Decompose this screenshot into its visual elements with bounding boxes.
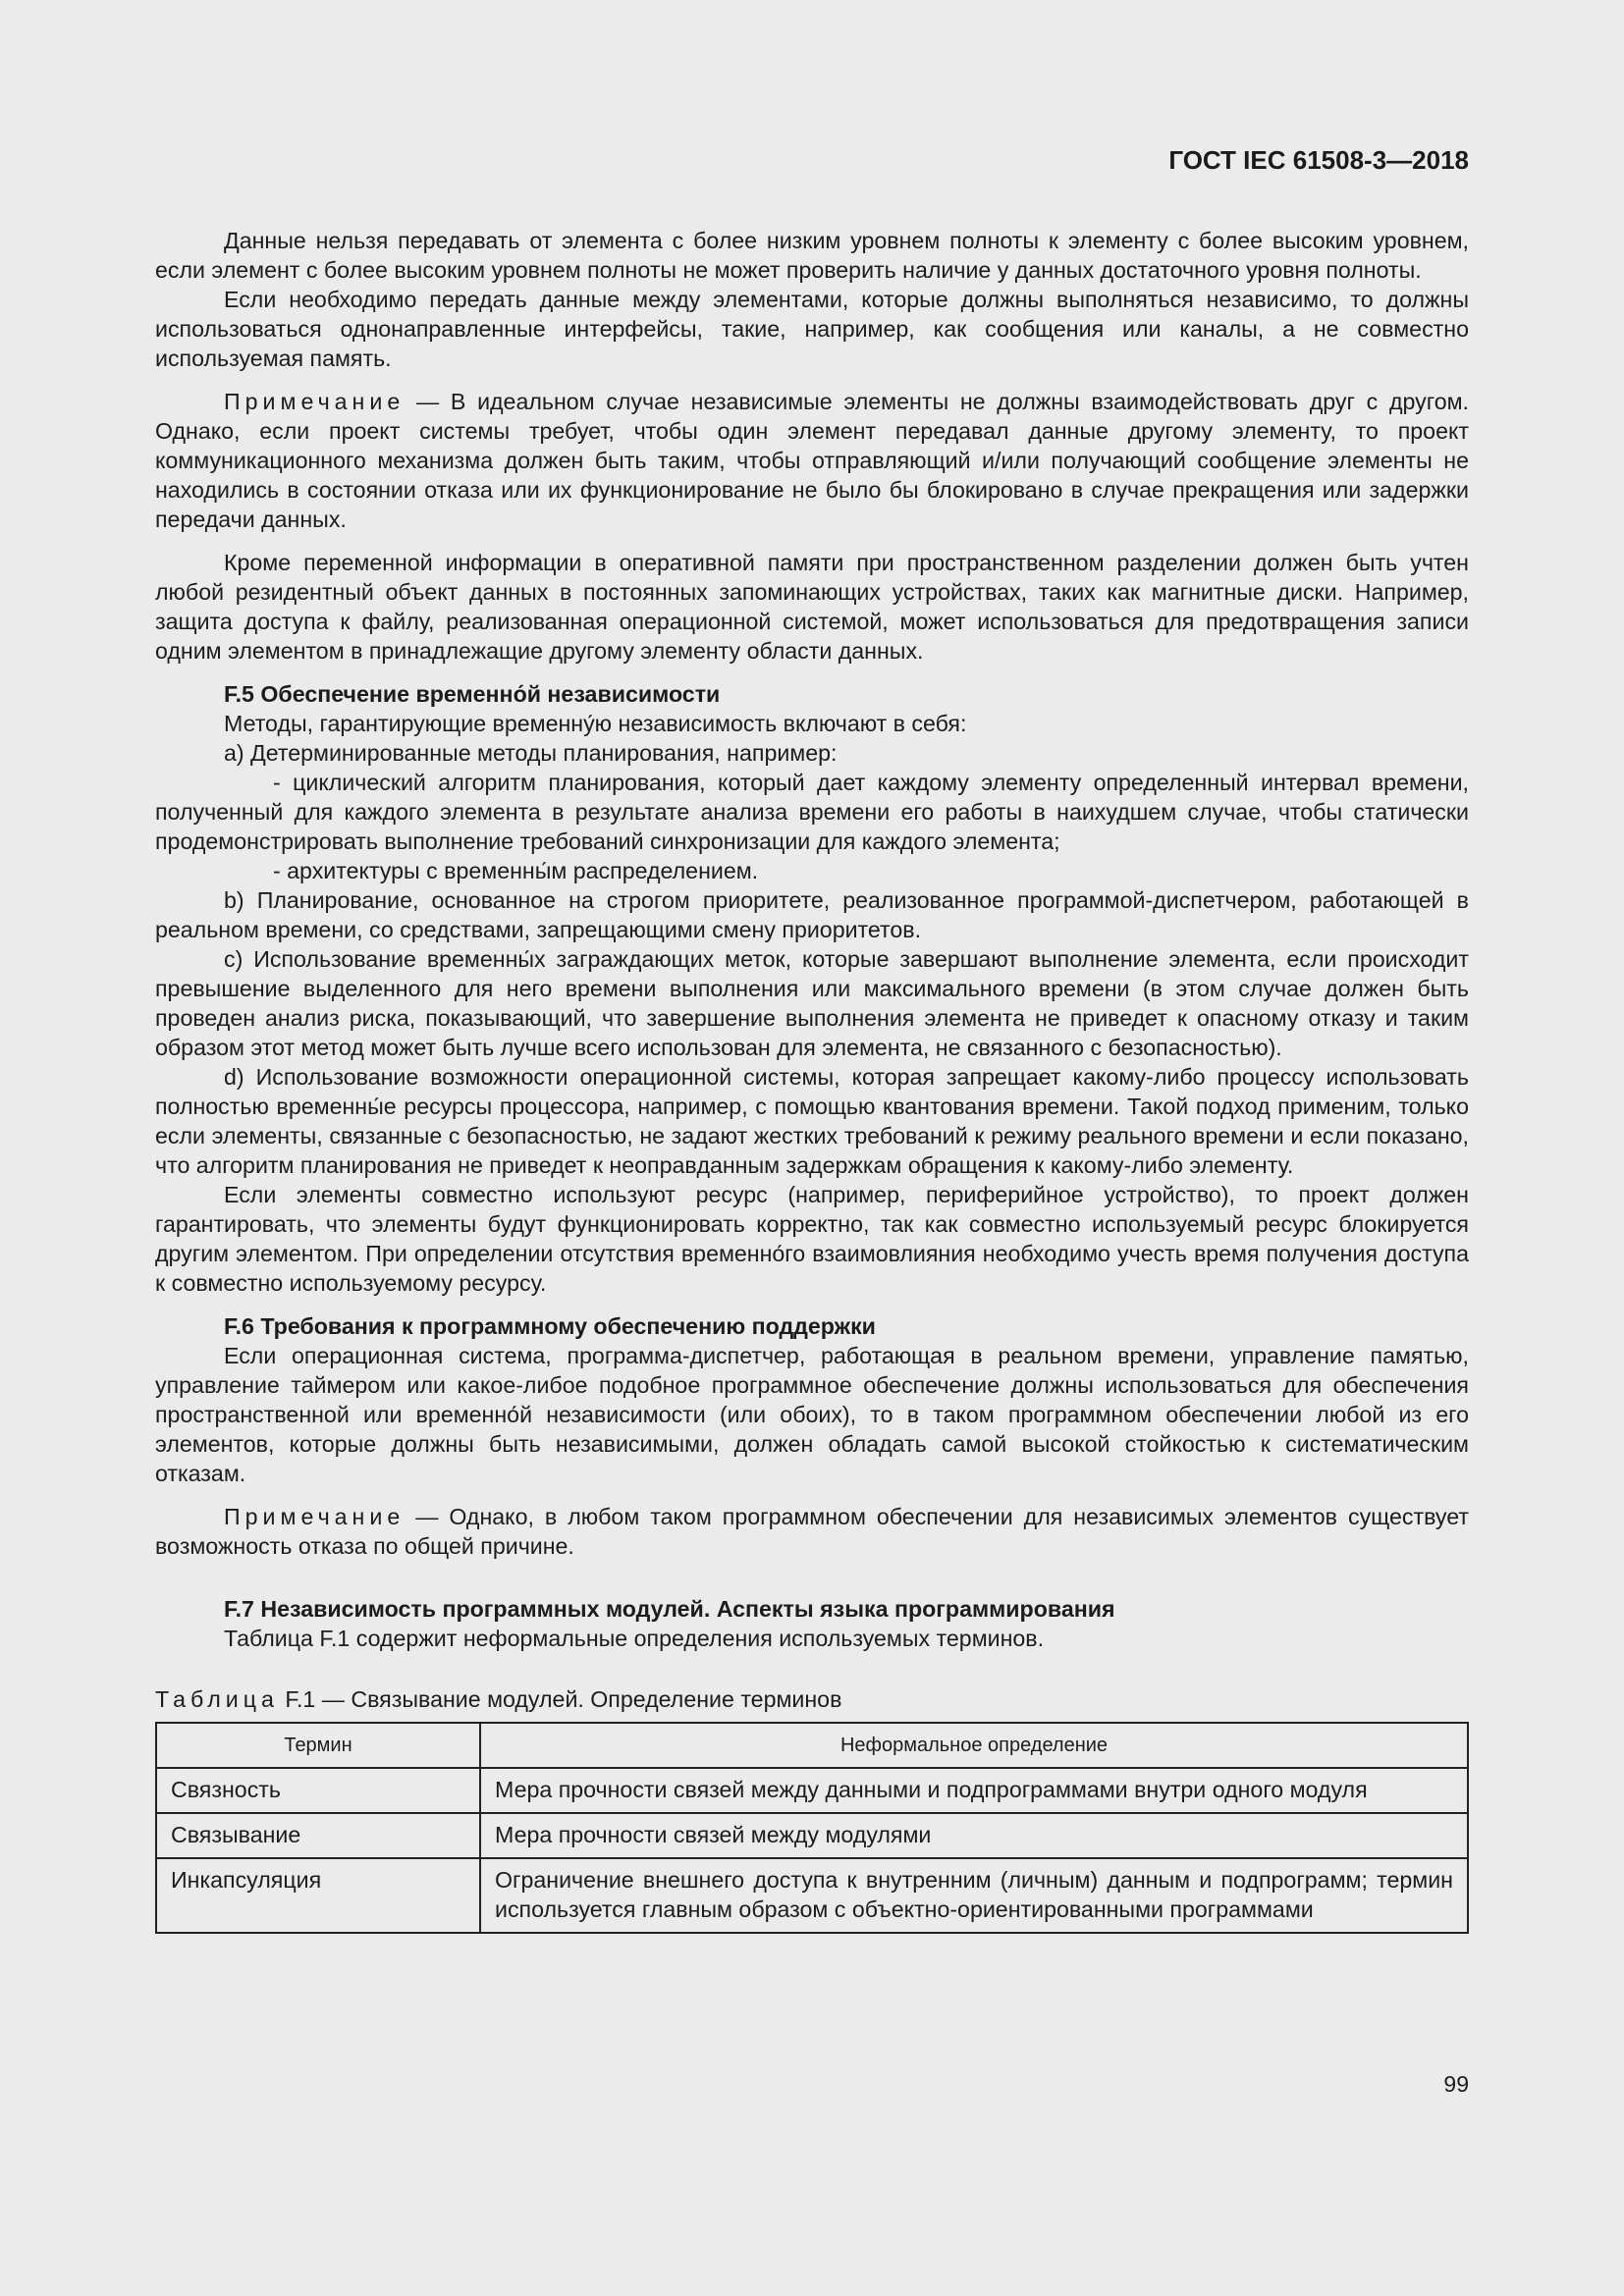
document-id-header: ГОСТ IEC 61508-3—2018: [1168, 145, 1469, 175]
table-caption-label: Таблица: [155, 1686, 279, 1712]
page-number: 99: [1443, 2071, 1469, 2097]
table-caption-text: F.1 — Связывание модулей. Определение терминов: [278, 1686, 842, 1712]
table-caption: [155, 1684, 1469, 1714]
paragraph: Если операционная система, программа-диспетчер, работающая в реальном времени, управление памятью, управление таймером или какое-либое подобное программное обеспечение должны использоваться для обеспечения пространственной или временно́й независимости (или обоих), то в таком программном обеспечении любой из его элементов, которые должны быть независимыми, должен обладать самой высокой стойкостью к систематическим отказам.: [155, 1343, 1469, 1486]
paragraph: Кроме переменной информации в оперативной памяти при пространственном разделении должен быть учтен любой резидентный объект данных в постоянных запоминающих устройствах, таких как магнитные диски. Например, защита доступа к файлу, реализованная операционной системой, может использоваться для предотвращения записи одним элементом в принадлежащие другому элементу области данных.: [155, 550, 1469, 664]
paragraph: Данные нельзя передавать от элемента с более низким уровнем полноты к элементу с более высоким уровнем, если элемент с более высоким уровнем полноты не может проверить наличие у данных достаточного уровня полноты.: [155, 228, 1469, 283]
definition-cell: Мера прочности связей между данными и подпрограммами внутри одного модуля: [480, 1768, 1468, 1813]
term-cell: Связывание: [156, 1813, 480, 1858]
table-header-row: [156, 1723, 1468, 1768]
table-row: [156, 1858, 1468, 1933]
note: [155, 1502, 1469, 1561]
paragraph: Методы, гарантирующие временну́ю независимость включают в себя:: [224, 711, 967, 736]
paragraph: Таблица F.1 содержит неформальные определения используемых терминов.: [224, 1626, 1045, 1651]
note-label: Примечание: [224, 1504, 406, 1529]
note-label: Примечание: [224, 389, 406, 414]
paragraph: Если необходимо передать данные между элементами, которые должны выполняться независимо, то должны использоваться однонаправленные интерфейсы, такие, например, как сообщения или каналы, а не совместно используемая память.: [155, 287, 1469, 371]
column-header-term: Термин: [156, 1723, 480, 1768]
definition-cell: Ограничение внешнего доступа к внутренним (личным) данным и подпрограмм; термин используется главным образом с объектно-ориентированными программами: [480, 1858, 1468, 1933]
table-row: [156, 1813, 1468, 1858]
paragraph: Если элементы совместно используют ресурс (например, периферийное устройство), то проект должен гарантировать, что элементы будут функционировать корректно, так как совместно используемый ресурс блокируется другим элементом. При определении отсутствия временно́го взаимовлияния необходимо учесть время получения доступа к совместно используемому ресурсу.: [155, 1182, 1469, 1296]
list-item-b: b) Планирование, основанное на строгом приоритете, реализованное программой-диспетчером, работающей в реальном времени, со средствами, запрещающими смену приоритетов.: [155, 887, 1469, 942]
definition-cell: Мера прочности связей между модулями: [480, 1813, 1468, 1858]
list-item-a: a) Детерминированные методы планирования, например:: [224, 740, 838, 766]
note: [155, 387, 1469, 534]
note-text: — Однако, в любом таком программном обеспечении для независимых элементов существует возможность отказа по общей причине.: [155, 1504, 1469, 1559]
terms-table: [155, 1722, 1469, 1934]
list-item-d: d) Использование возможности операционной системы, которая запрещает какому-либо процессу использовать полностью временны́е ресурсы процессора, например, с помощью квантования времени. Такой подход применим, только если элементы, связанные с безопасностью, не задают жестких требований к режиму реального времени и если показано, что алгоритм планирования не приведет к неоправданным задержкам обращения к какому-либо элементу.: [155, 1064, 1469, 1178]
dash-item: - циклический алгоритм планирования, который дает каждому элементу определенный интервал времени, полученный для каждого элемента в результате анализа времени его работы в наихудшем случае, чтобы статически продемонстрировать выполнение требований синхронизации для каждого элемента;: [155, 770, 1469, 854]
section-heading-f6: F.6 Требования к программному обеспечению поддержки: [224, 1313, 876, 1339]
term-cell: Связность: [156, 1768, 480, 1813]
term-cell: Инкапсуляция: [156, 1858, 480, 1933]
section-heading-f7: F.7 Независимость программных модулей. Аспекты языка программирования: [224, 1596, 1115, 1622]
table-row: [156, 1768, 1468, 1813]
column-header-definition: Неформальное определение: [480, 1723, 1468, 1768]
list-item-c: c) Использование временны́х заграждающих меток, которые завершают выполнение элемента, если происходит превышение выделенного для него времени выполнения или максимального времени (в этом случае должен быть проведен анализ риска, показывающий, что завершение выполнения элемента не приведет к опасному отказу и таким образом этот метод может быть лучше всего использован для элемента, не связанного с безопасностью).: [155, 946, 1469, 1060]
section-heading-f5: F.5 Обеспечение временно́й независимости: [224, 681, 721, 707]
note-text: — В идеальном случае независимые элементы не должны взаимодействовать друг с другом. Однако, если проект системы требует, чтобы один элемент передавал данные другому элементу, то проект коммуникационного механизма должен быть таким, чтобы отправляющий и/или получающий сообщение элементы не находились в состоянии отказа или их функционирование не было бы блокировано в случае прекращения или задержки передачи данных.: [155, 389, 1469, 532]
document-body: [155, 226, 1469, 1934]
dash-item: - архитектуры с временны́м распределением.: [273, 858, 759, 883]
